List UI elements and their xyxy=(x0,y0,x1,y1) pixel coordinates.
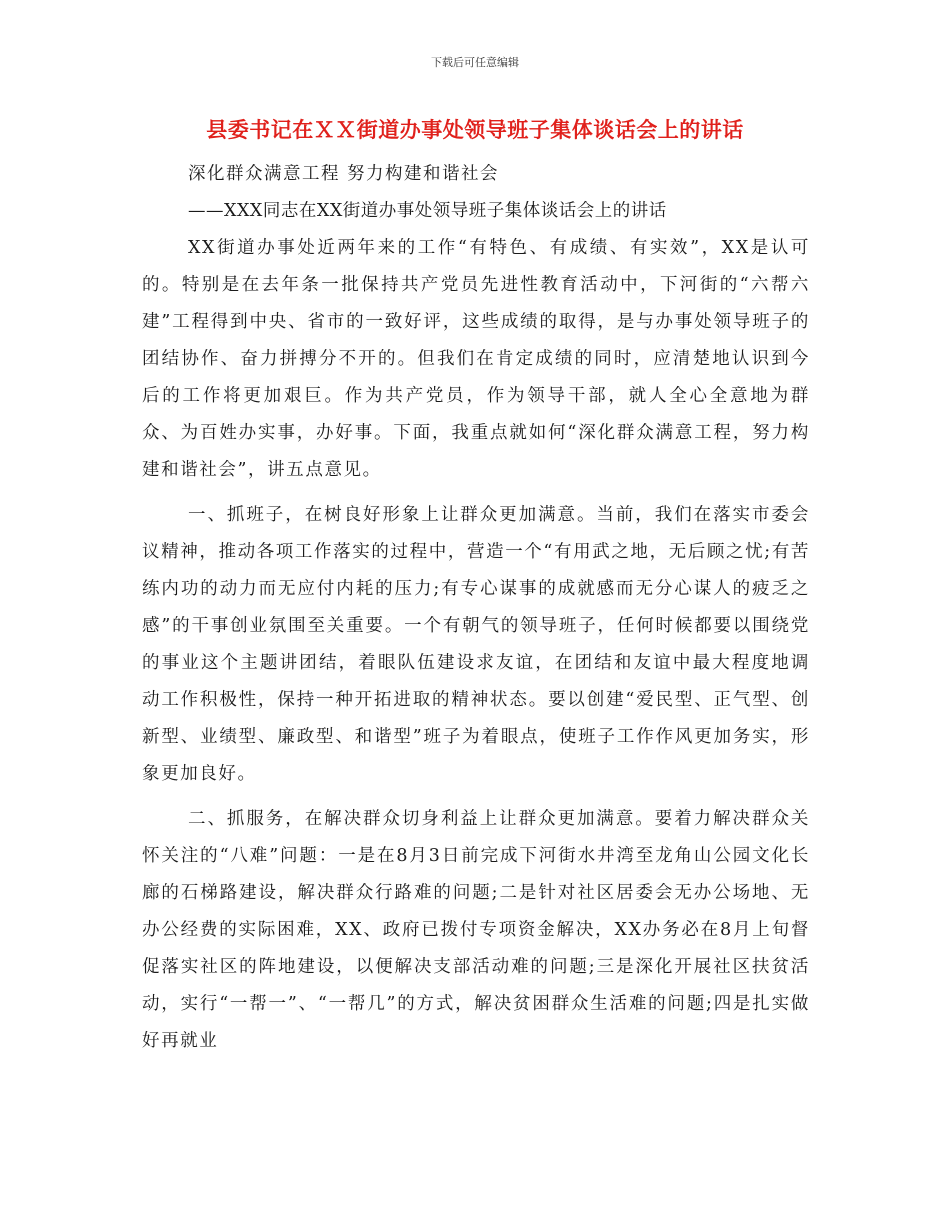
paragraph-gap xyxy=(142,793,810,801)
paragraph-intro: XX街道办事处近两年来的工作“有特色、有成绩、有实效”，XX是认可的。特别是在去年条一批保持共产党员先进性教育活动中，下河街的“六帮六建”工程得到中央、省市的一致好评，这些成绩的取得，是与办事处领导班子的团结协作、奋力拼搏分不开的。但我们在肯定成绩的同时，应清楚地认识到今后的工作将更加艰巨。作为共产党员，作为领导干部，就人全心全意地为群众、为百姓办实事，办好事。下面，我重点就如何“深化群众满意工程，努力构建和谐社会”，讲五点意见。 xyxy=(142,238,810,480)
paragraph-section-1: 一、抓班子，在树良好形象上让群众更加满意。当前，我们在落实市委会议精神，推动各项工作落实的过程中，营造一个“有用武之地，无后顾之忧;有苦练内功的动力而无应付内耗的压力;有专心谋事的成就感而无分心谋人的疲乏之感”的干事创业氛围至关重要。一个有朝气的领导班子，任何时候都要以围绕党的事业这个主题讲团结，着眼队伍建设求友谊，在团结和友谊中最大程度地调动工作积极性，保持一种开拓进取的精神状态。要以创建“爱民型、正气型、创新型、业绩型、廉政型、和谐型”班子为着眼点，使班子工作作风更加务实，形象更加良好。 xyxy=(142,505,810,784)
paragraph-section-2: 二、抓服务，在解决群众切身利益上让群众更加满意。要着力解决群众关怀关注的“八难”问题：一是在8月3日前完成下河街水井湾至龙角山公园文化长廊的石梯路建设，解决群众行路难的问题;二是针对社区居委会无办公场地、无办公经费的实际困难，XX、政府已拨付专项资金解决，XX办务必在8月上旬督促落实社区的阵地建设，以便解决支部活动难的问题;三是深化开展社区扶贫活动，实行“一帮一”、“一帮几”的方式，解决贫困群众生活难的问题;四是扎实做好再就业 xyxy=(142,809,810,1051)
byline: ——XXX同志在XX街道办事处领导班子集体谈话会上的讲话 xyxy=(188,201,667,221)
document-body xyxy=(142,156,810,1060)
document-title: 县委书记在ＸＸ街道办事处领导班子集体谈话会上的讲话 xyxy=(206,117,744,142)
paragraph-gap xyxy=(142,489,810,497)
subtitle: 深化群众满意工程 努力构建和谐社会 xyxy=(188,164,500,184)
header-note: 下载后可任意编辑 xyxy=(431,56,519,69)
